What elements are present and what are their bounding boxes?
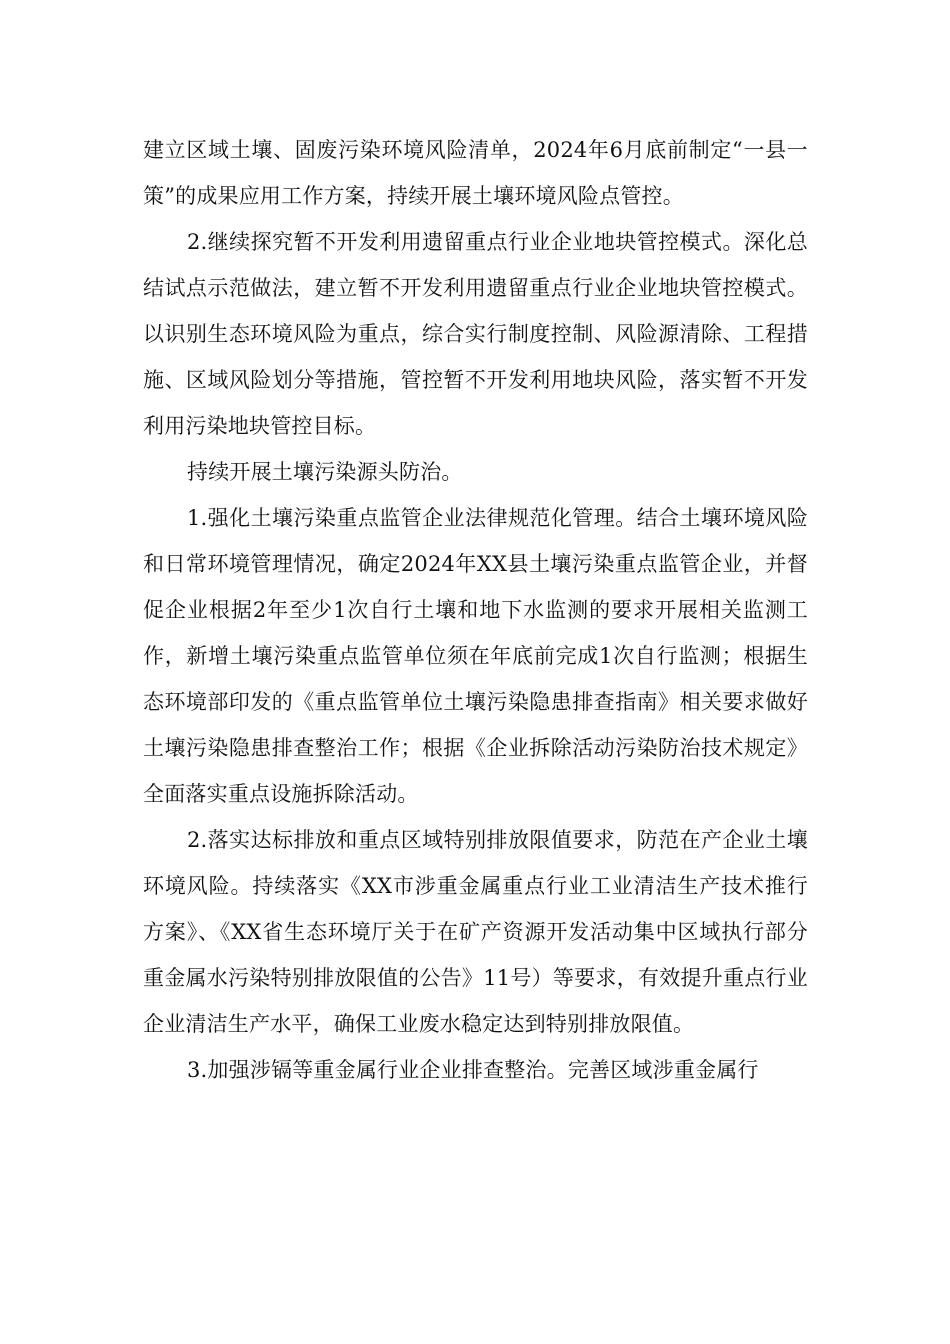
- section-heading-source-prevention: 持续开展土壤污染源头防治。: [187, 460, 463, 484]
- paragraph-item-2-emission-limits: 2.落实达标排放和重点区域特别排放限值要求，防范在产企业土壤环境风险。持续落实《XX市涉重金属重点行业工业清洁生产技术推行方案》、《XX省生态环境厅关于在矿产资源开发活动集中区域执行部分重金属水污染特别排放限值的公告》11号）等要求，有效提升重点行业企业清洁生产水平，确保工业废水稳定达到特别排放限值。: [143, 828, 808, 1036]
- paragraph-item-2-control-mode: 2.继续探究暂不开发利用遗留重点行业企业地块管控模式。深化总结试点示范做法，建立暂不开发利用遗留重点行业企业地块管控模式。以识别生态环境风险为重点，综合实行制度控制、风险源清除、工程措施、区域风险划分等措施，管控暂不开发利用地块风险，落实暂不开发利用污染地块管控目标。: [143, 230, 808, 438]
- paragraph-item-3-cadmium-rectification: 3.加强涉镉等重金属行业企业排查整治。完善区域涉重金属行: [187, 1058, 759, 1082]
- paragraph-item-1-key-enterprises: 1.强化土壤污染重点监管企业法律规范化管理。结合土壤环境风险和日常环境管理情况，确定2024年XX县土壤污染重点监管企业，并督促企业根据2年至少1次自行土壤和地下水监测的要求开展相关监测工作，新增土壤污染重点监管单位须在年底前完成1次自行监测；根据生态环境部印发的《重点监管单位土壤污染隐患排查指南》相关要求做好土壤污染隐患排查整治工作；根据《企业拆除活动污染防治技术规定》全面落实重点设施拆除活动。: [143, 506, 808, 806]
- document-body: [143, 127, 808, 1093]
- paragraph-continuation: 建立区域土壤、固废污染环境风险清单，2024年6月底前制定“一县一策”的成果应用工作方案，持续开展土壤环境风险点管控。: [143, 138, 808, 208]
